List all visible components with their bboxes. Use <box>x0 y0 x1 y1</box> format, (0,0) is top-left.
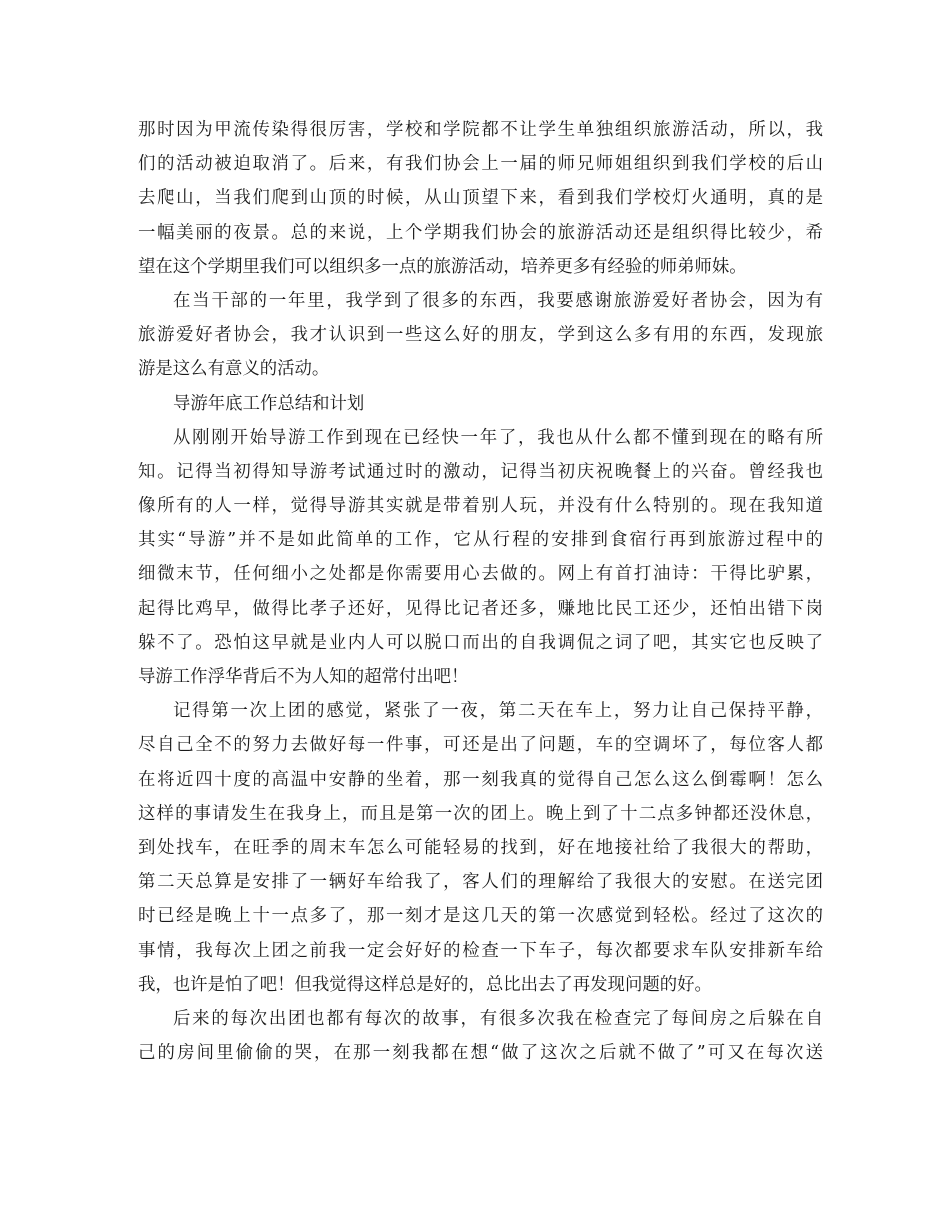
text-line: 一幅美丽的夜景。总的来说，上个学期我们协会的旅游活动还是组织得比较少，希 <box>138 222 823 243</box>
document-page <box>138 113 823 1070</box>
text-line: 们的活动被迫取消了。后来，有我们协会上一届的师兄师姐组织到我们学校的后山 <box>138 154 823 175</box>
text-line: 我，也许是怕了吧！但我觉得这样总是好的，总比出去了再发现问题的好。 <box>138 974 712 995</box>
text-line: 导游年底工作总结和计划 <box>173 393 365 414</box>
text-line: 第二天总算是安排了一辆好车给我了，客人们的理解给了我很大的安慰。在送完团 <box>138 872 823 893</box>
text-line: 在将近四十度的高温中安静的坐着，那一刻我真的觉得自己怎么这么倒霉啊！怎么 <box>138 769 823 790</box>
text-line: 己的房间里偷偷的哭，在那一刻我都在想“做了这次之后就不做了”可又在每次送 <box>138 1043 823 1064</box>
text-line: 游是这么有意义的活动。 <box>138 359 330 380</box>
text-line: 记得第一次上团的感觉，紧张了一夜，第二天在车上，努力让自己保持平静， <box>173 701 823 722</box>
text-line: 时已经是晚上十一点多了，那一刻才是这几天的第一次感觉到轻松。经过了这次的 <box>138 906 823 927</box>
text-line: 旅游爱好者协会，我才认识到一些这么好的朋友，学到这么多有用的东西，发现旅 <box>138 325 823 346</box>
text-line: 从刚刚开始导游工作到现在已经快一年了，我也从什么都不懂到现在的略有所 <box>173 427 823 448</box>
text-line: 细微末节，任何细小之处都是你需要用心去做的。网上有首打油诗：干得比驴累， <box>138 564 823 585</box>
text-line: 望在这个学期里我们可以组织多一点的旅游活动，培养更多有经验的师弟师妹。 <box>138 256 747 277</box>
text-line: 事情，我每次上团之前我一定会好好的检查一下车子，每次都要求车队安排新车给 <box>138 940 823 961</box>
text-line: 其实“导游”并不是如此简单的工作，它从行程的安排到食宿行再到旅游过程中的 <box>138 530 823 551</box>
text-line: 像所有的人一样，觉得导游其实就是带着别人玩，并没有什么特别的。现在我知道 <box>138 496 823 517</box>
text-line: 起得比鸡早，做得比孝子还好，见得比记者还多，赚地比民工还少，还怕出错下岗 <box>138 598 823 619</box>
text-line: 那时因为甲流传染得很厉害，学校和学院都不让学生单独组织旅游活动，所以，我 <box>138 120 823 140</box>
text-line: 知。记得当初得知导游考试通过时的激动，记得当初庆祝晚餐上的兴奋。曾经我也 <box>138 461 823 482</box>
text-line: 导游工作浮华背后不为人知的超常付出吧！ <box>138 667 469 687</box>
text-line: 这样的事请发生在我身上，而且是第一次的团上。晚上到了十二点多钟都还没休息， <box>138 803 823 824</box>
text-line: 去爬山，当我们爬到山顶的时候，从山顶望下来，看到我们学校灯火通明，真的是 <box>138 188 823 209</box>
text-line: 后来的每次出团也都有每次的故事，有很多次我在检查完了每间房之后躲在自 <box>173 1008 823 1029</box>
text-line: 在当干部的一年里，我学到了很多的东西，我要感谢旅游爱好者协会，因为有 <box>173 290 823 311</box>
text-line: 尽自己全不的努力去做好每一件事，可还是出了问题，车的空调坏了，每位客人都 <box>138 735 823 756</box>
text-line: 到处找车，在旺季的周末车怎么可能轻易的找到，好在地接社给了我很大的帮助， <box>138 837 823 858</box>
text-line: 躲不了。恐怕这早就是业内人可以脱口而出的自我调侃之词了吧，其实它也反映了 <box>138 632 823 653</box>
